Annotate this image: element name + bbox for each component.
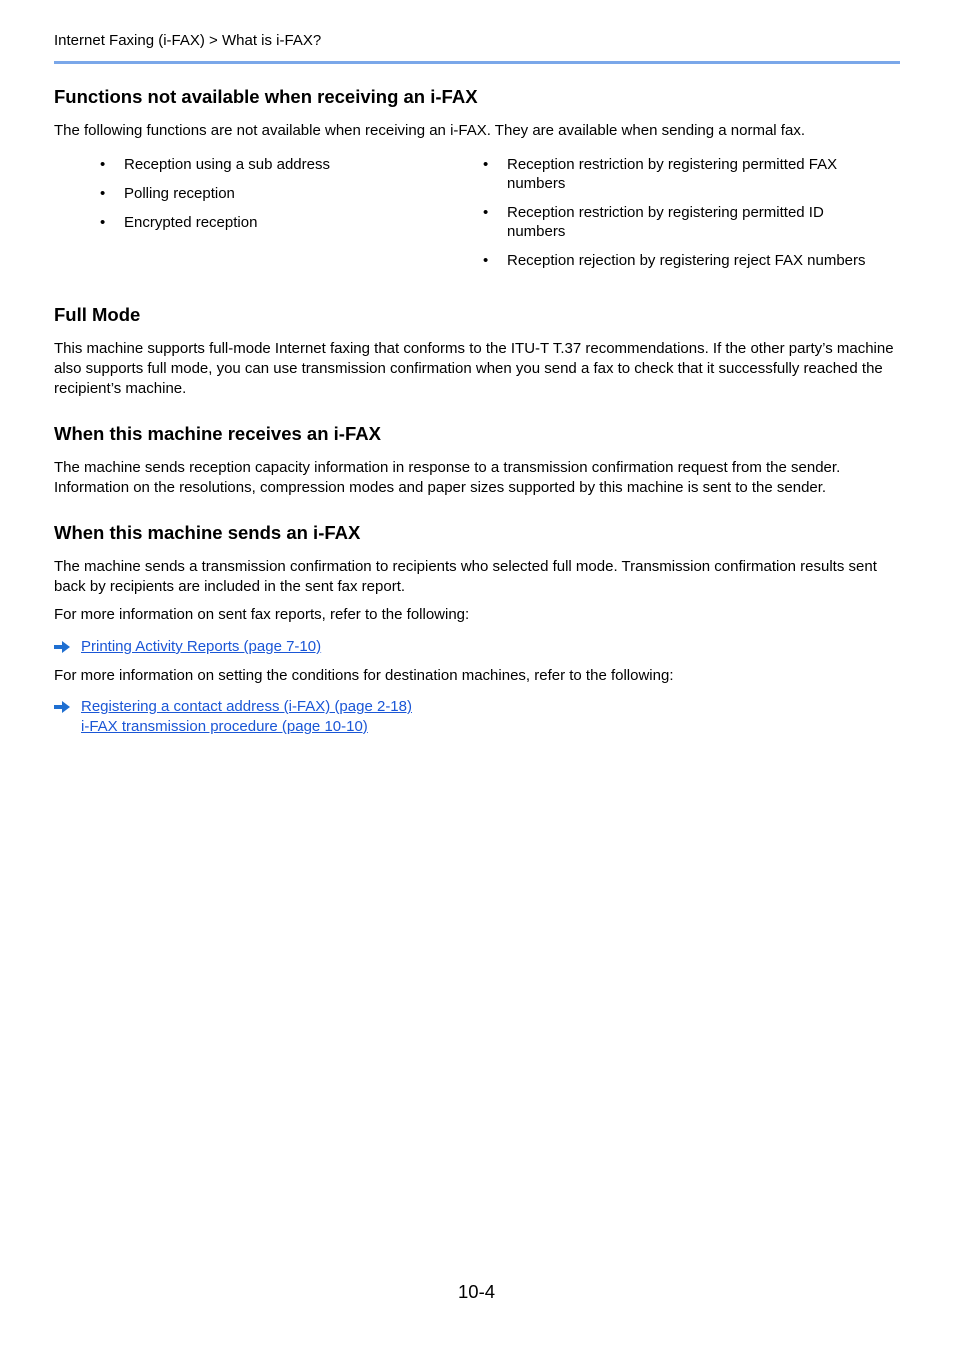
list-item: • Reception restriction by registering permitted ID numbers <box>483 204 824 240</box>
bullet-icon: • <box>483 252 489 269</box>
heading-full-mode: Full Mode <box>54 304 141 325</box>
bullet-icon: • <box>483 204 489 221</box>
right-arrow-icon <box>54 641 70 653</box>
receives-body: The machine sends reception capacity information in response to a transmission confirmation request from the sender. Information on the resolutions, compression modes and paper sizes supported by this machine is sent to the sender. <box>54 459 841 496</box>
heading-not-available: Functions not available when receiving an i-FAX <box>54 86 478 107</box>
bullet-icon: • <box>100 185 106 202</box>
link-printing-activity-reports[interactable]: Printing Activity Reports (page 7-10) <box>81 638 322 655</box>
right-arrow-icon <box>54 701 70 713</box>
list-item: • Polling reception <box>100 185 235 202</box>
ref2-intro: For more information on setting the conditions for destination machines, refer to the following: <box>54 667 674 684</box>
list-item: • Reception rejection by registering reject FAX numbers <box>483 252 866 269</box>
link-registering-contact-address[interactable]: Registering a contact address (i-FAX) (page 2-18) <box>81 698 412 715</box>
not-available-intro: The following functions are not available when receiving an i-FAX. They are available when sending a normal fax. <box>54 122 805 139</box>
list-item: • Encrypted reception <box>100 214 258 231</box>
not-available-list-right <box>483 155 893 270</box>
bullet-icon: • <box>100 156 106 173</box>
sends-body: The machine sends a transmission confirmation to recipients who selected full mode. Transmission confirmation results sent back by recipients are included in the sent fax report. <box>54 558 877 595</box>
list-item: • Reception restriction by registering permitted FAX numbers <box>483 156 838 192</box>
not-available-list-left <box>100 155 460 232</box>
document-page <box>54 0 900 1350</box>
ref1-intro: For more information on sent fax reports, refer to the following: <box>54 606 470 623</box>
bullet-icon: • <box>100 214 106 231</box>
heading-receives: When this machine receives an i-FAX <box>54 423 381 444</box>
heading-sends: When this machine sends an i-FAX <box>54 522 361 543</box>
header-rule <box>54 61 900 64</box>
list-item: • Reception using a sub address <box>100 156 330 173</box>
bullet-icon: • <box>483 156 489 173</box>
full-mode-body: This machine supports full-mode Internet faxing that conforms to the ITU-T T.37 recommendations. If the other party’s machine also supports full mode, you can use transmission confirmation when you send a fax to check that it successfully reached the recipient’s machine. <box>54 340 894 397</box>
page-number: 10-4 <box>458 1281 496 1302</box>
link-ifax-transmission-procedure[interactable]: i-FAX transmission procedure (page 10-10) <box>81 718 368 735</box>
breadcrumb: Internet Faxing (i-FAX) > What is i-FAX? <box>54 32 322 49</box>
